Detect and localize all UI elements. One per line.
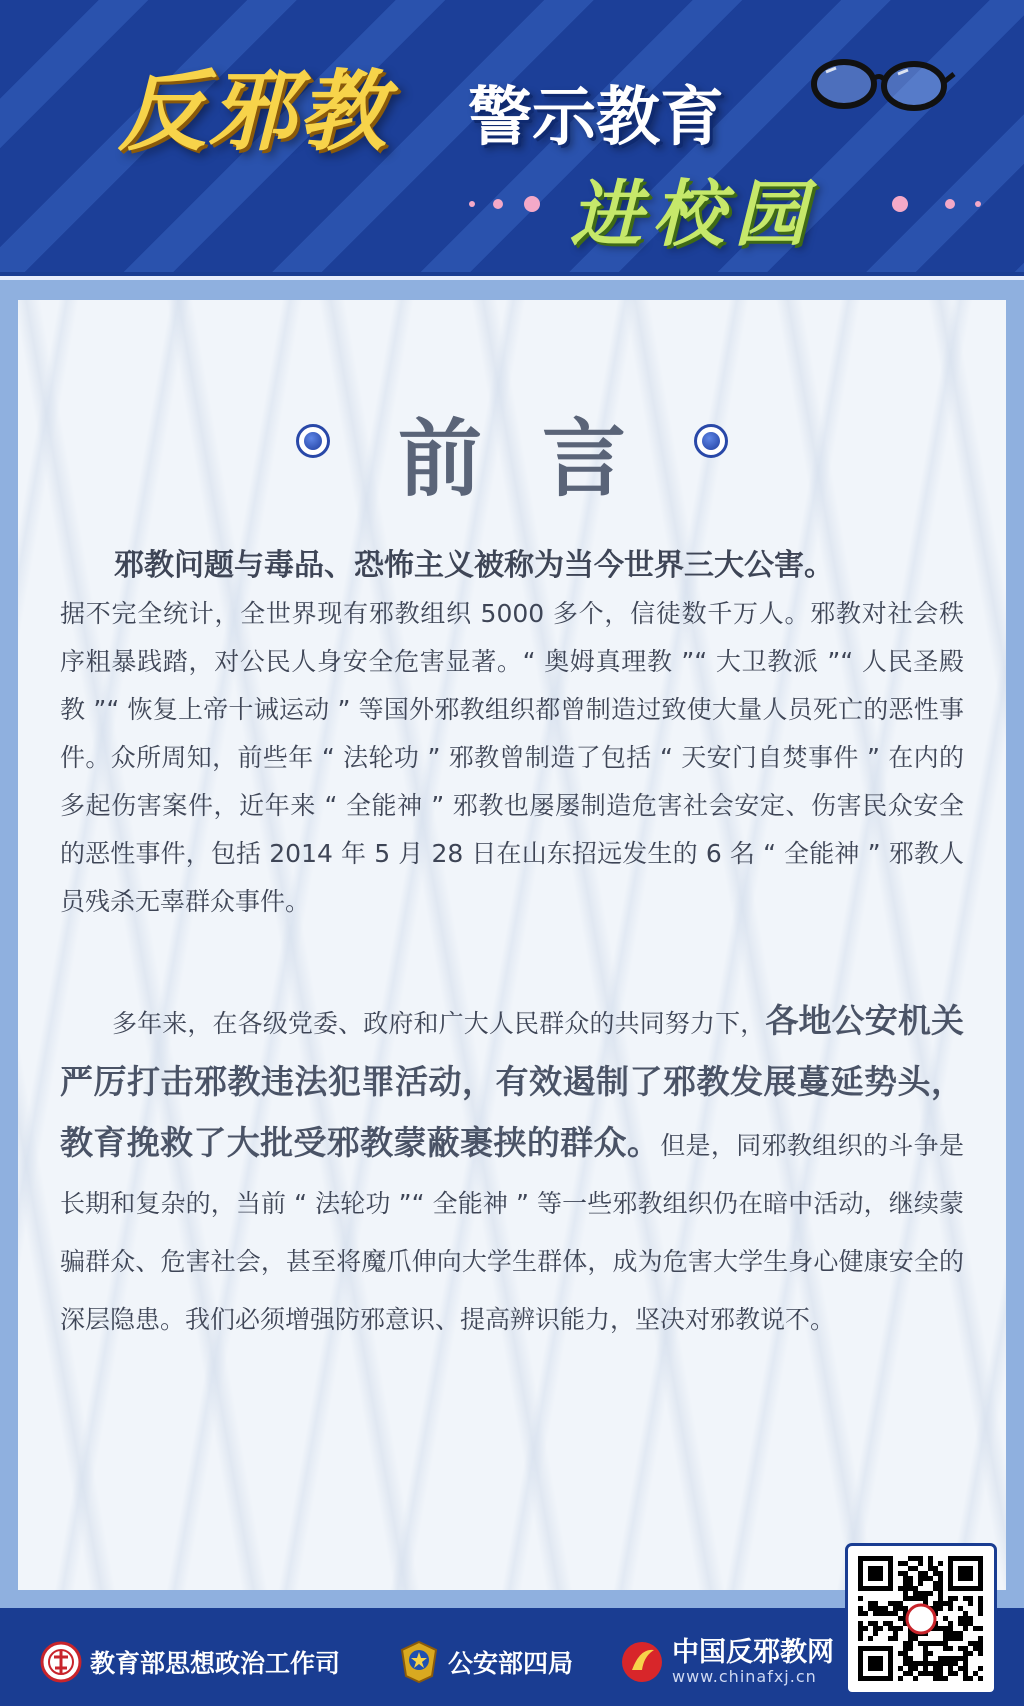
footer-site-text xyxy=(672,1638,834,1686)
paragraph2-intro: 多年来，在各级党委、政府和广大人民群众的共同努力下， xyxy=(112,1009,766,1038)
footer-site-url[interactable]: www.chinafxj.cn xyxy=(672,1667,817,1686)
title-main: 反邪教 xyxy=(118,60,389,163)
glasses-icon xyxy=(806,46,956,116)
qr-code-image xyxy=(848,1546,994,1692)
paragraph2-emphasis: 各地公安机关严厉打击邪教违法犯罪活动，有效遏制了邪教发展蔓延势头，教育挽救了大批受邪教蒙蔽裹挟的群众。 xyxy=(60,1001,965,1162)
paragraph1-lead: 邪教问题与毒品、恐怖主义被称为当今世界三大公害。 xyxy=(114,548,834,583)
section-title: 前言 xyxy=(397,410,686,508)
paragraph1-body: 据不完全统计，全世界现有邪教组织 5000 多个，信徒数千万人。邪教对社会秩序粗暴践踏，对公民人身安全危害显著。“ 奥姆真理教 ”“ 大卫教派 ”“ 人民圣殿教 ”“ 恢复上帝十诫运动 ” 等国外邪教组织都曾制造过致使大量人员死亡的恶性事件。众所周知，前些年 “ 法轮功 ” 邪教曾制造了包括 “ 天安门自焚事件 ” 在内的多起伤害案件，近年来 “ 全能神 ” 邪教也屡屡制造危害社会安定、伤害民众安全的恶性事件，包括 2014 年 5 月 28 日在山东招远发生的 6 名 “ 全能神 ” 邪教人员残杀无辜群众事件。 xyxy=(60,599,964,916)
footer-site-name: 中国反邪教网 xyxy=(672,1637,834,1668)
footer-site[interactable] xyxy=(620,1637,834,1686)
decorative-dots-left xyxy=(466,192,566,216)
decorative-dots-right xyxy=(860,192,990,216)
bullet-right-icon xyxy=(694,424,728,458)
footer-org1 xyxy=(40,1640,340,1684)
footer-org1-label: 教育部思想政治工作司 xyxy=(90,1649,341,1678)
footer-org2 xyxy=(398,1640,573,1684)
header-banner xyxy=(0,0,1024,272)
paragraph2 xyxy=(60,992,964,1349)
paragraph2-rest: 但是，同邪教组织的斗争是长期和复杂的，当前 “ 法轮功 ”“ 全能神 ” 等一些邪教组织仍在暗中活动，继续蒙骗群众、危害社会，甚至将魔爪伸向大学生群体，成为危害大学生身心健康安全的深层隐患。我们必须增强防邪意识、提高辨识能力，坚决对邪教说不。 xyxy=(60,1131,964,1334)
qr-code xyxy=(848,1546,994,1692)
title-campus: 进校园 xyxy=(570,172,817,256)
moe-emblem-icon xyxy=(40,1641,82,1683)
footer-org2-label: 公安部四局 xyxy=(448,1649,574,1678)
chinafxj-logo-icon xyxy=(620,1640,664,1684)
title-sub: 警示教育 xyxy=(468,81,724,155)
police-badge-icon xyxy=(398,1640,440,1684)
